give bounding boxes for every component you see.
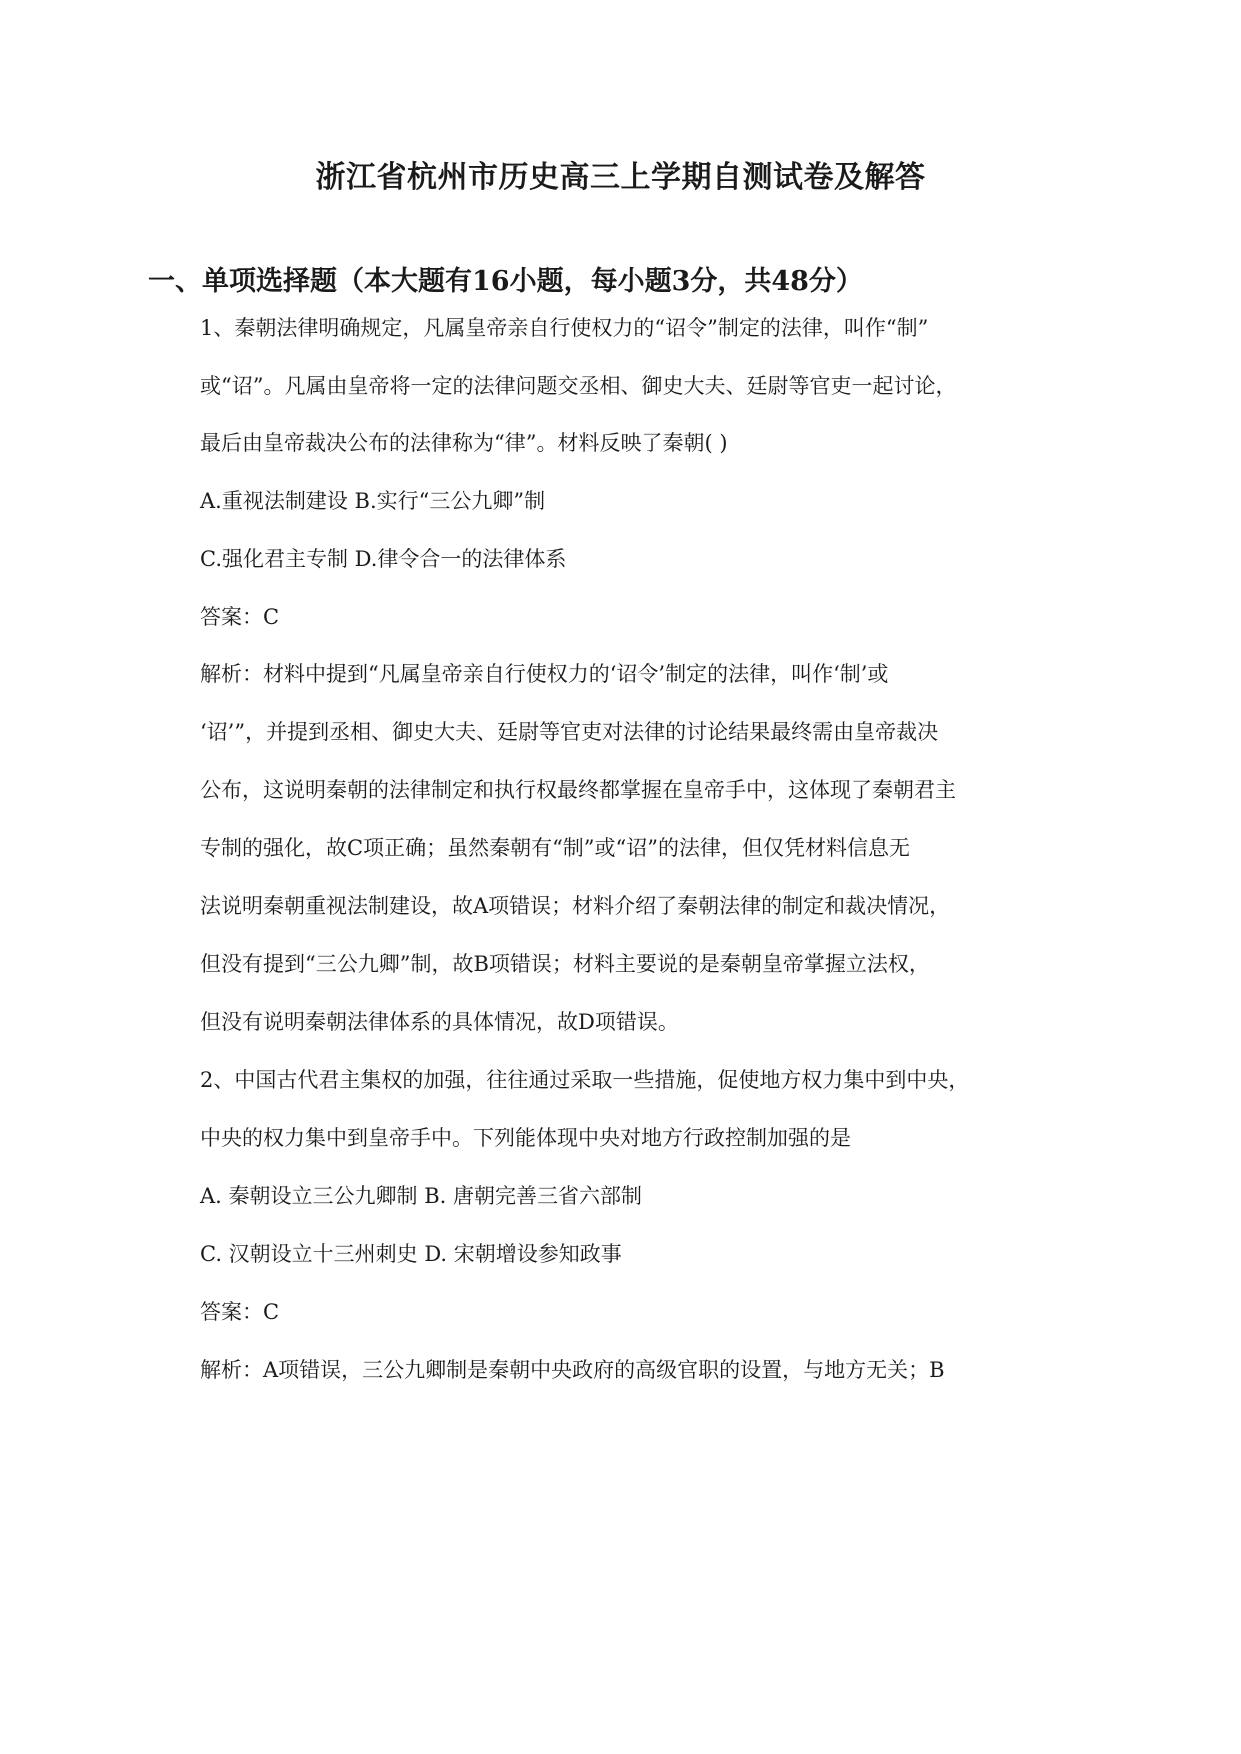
question-2-stem-line: 2、中国古代君主集权的加强，往往通过采取一些措施，促使地方权力集中到中央， <box>200 1068 970 1092</box>
question-2-stem-line: 中央的权力集中到皇帝手中。下列能体现中央对地方行政控制加强的是 <box>200 1126 851 1150</box>
question-2-options-line: A. 秦朝设立三公九卿制 B. 唐朝完善三省六部制 <box>200 1184 642 1208</box>
question-1-stem-line: 最后由皇帝裁决公布的法律称为“律”。材料反映了秦朝( ) <box>200 431 728 455</box>
question-1-analysis-line: 法说明秦朝重视法制建设，故A项错误；材料介绍了秦朝法律的制定和裁决情况， <box>200 894 951 918</box>
question-2-answer: 答案：C <box>200 1300 280 1324</box>
question-1-analysis-line: ‘诏’”，并提到丞相、御史大夫、廷尉等官吏对法律的讨论结果最终需由皇帝裁决 <box>200 720 939 744</box>
question-1-stem-line: 或“诏”。凡属由皇帝将一定的法律问题交丞相、御史大夫、廷尉等官吏一起讨论， <box>200 374 957 398</box>
question-1-stem-line: 1、秦朝法律明确规定，凡属皇帝亲自行使权力的“诏令”制定的法律，叫作“制” <box>200 316 929 340</box>
document-title: 浙江省杭州市历史高三上学期自测试卷及解答 <box>315 160 926 195</box>
question-1-analysis-line: 但没有说明秦朝法律体系的具体情况，故D项错误。 <box>200 1010 679 1034</box>
section-heading: 一、单项选择题（本大题有16小题，每小题3分，共48分） <box>148 266 863 297</box>
question-1-analysis-line: 公布，这说明秦朝的法律制定和执行权最终都掌握在皇帝手中，这体现了秦朝君主 <box>200 778 956 802</box>
question-1-answer: 答案：C <box>200 605 280 629</box>
question-1-options-line: C.强化君主专制 D.律令合一的法律体系 <box>200 547 567 571</box>
question-1-analysis-line: 解析：材料中提到“凡属皇帝亲自行使权力的‘诏令’制定的法律，叫作‘制’或 <box>200 662 889 686</box>
question-2-analysis-line: 解析：A项错误，三公九卿制是秦朝中央政府的高级官职的设置，与地方无关；B <box>200 1358 945 1382</box>
question-1-analysis-line: 专制的强化，故C项正确；虽然秦朝有“制”或“诏”的法律，但仅凭材料信息无 <box>200 836 911 860</box>
question-2-options-line: C. 汉朝设立十三州刺史 D. 宋朝增设参知政事 <box>200 1242 622 1266</box>
question-1-options-line: A.重视法制建设 B.实行“三公九卿”制 <box>200 489 546 513</box>
question-1-analysis-line: 但没有提到“三公九卿”制，故B项错误；材料主要说的是秦朝皇帝掌握立法权， <box>200 952 930 976</box>
